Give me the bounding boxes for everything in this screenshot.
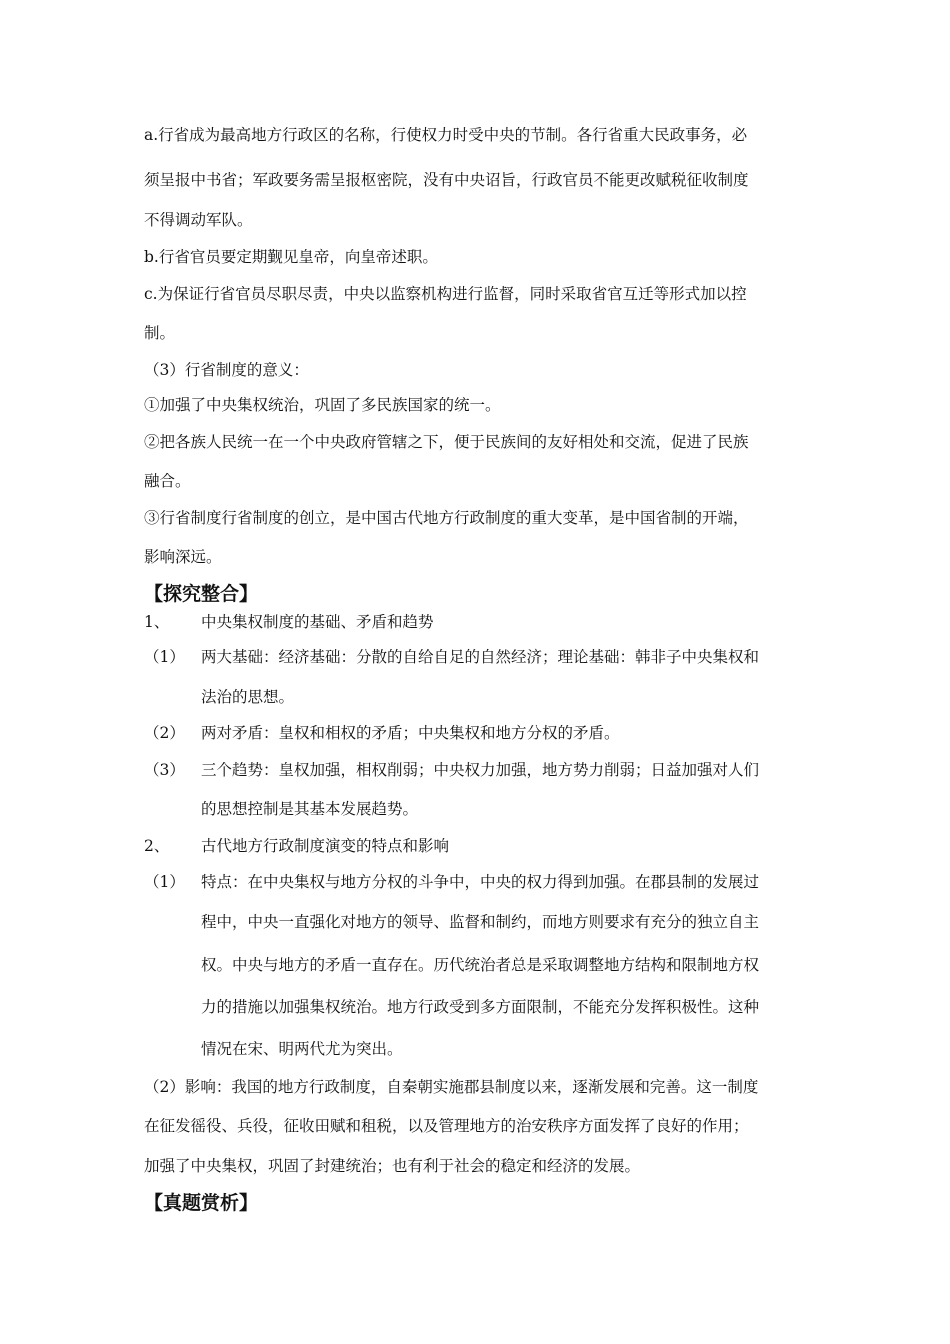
paragraph-c-line-2: 制。: [144, 324, 176, 342]
item-2-2-line-1: （2）影响：我国的地方行政制度，自秦朝实施郡县制度以来，逐渐发展和完善。这一制度: [144, 1078, 759, 1096]
paragraph-a-line-3: 不得调动军队。: [144, 211, 253, 229]
item-2-text: 古代地方行政制度演变的特点和影响: [201, 837, 450, 855]
item-2-2-line-2: 在征发徭役、兵役，征收田赋和租税，以及管理地方的治安秩序方面发挥了良好的作用；: [144, 1117, 749, 1135]
item-1-number: 1、: [144, 613, 170, 631]
significance-3-line-2: 影响深远。: [144, 548, 222, 566]
item-2-1-line-3: 权。中央与地方的矛盾一直存在。历代统治者总是采取调整地方结构和限制地方权: [201, 956, 760, 974]
item-2-number: 2、: [144, 837, 170, 855]
item-2-1-line-1: 特点：在中央集权与地方分权的斗争中，中央的权力得到加强。在郡县制的发展过: [201, 873, 760, 891]
item-1-3-line-2: 的思想控制是其基本发展趋势。: [201, 800, 419, 818]
item-1-1-number: （1）: [144, 648, 185, 666]
heading-explore: 【探究整合】: [144, 583, 259, 605]
item-2-1-line-2: 程中，中央一直强化对地方的领导、监督和制约，而地方则要求有充分的独立自主: [201, 913, 760, 931]
item-1-2-line-1: 两对矛盾：皇权和相权的矛盾；中央集权和地方分权的矛盾。: [201, 724, 620, 742]
significance-2-line-2: 融合。: [144, 472, 191, 490]
item-1-text: 中央集权制度的基础、矛盾和趋势: [201, 613, 434, 631]
item-2-1-line-5: 情况在宋、明两代尤为突出。: [201, 1040, 403, 1058]
paragraph-c-line-1: c.为保证行省官员尽职尽责，中央以监察机构进行监督，同时采取省官互迁等形式加以控: [144, 285, 747, 303]
significance-1: ①加强了中央集权统治，巩固了多民族国家的统一。: [144, 396, 501, 414]
item-1-3-line-1: 三个趋势：皇权加强，相权削弱；中央权力加强，地方势力削弱；日益加强对人们: [201, 761, 760, 779]
item-2-1-number: （1）: [144, 873, 185, 891]
item-2-1-line-4: 力的措施以加强集权统治。地方行政受到多方面限制，不能充分发挥积极性。这种: [201, 998, 760, 1016]
paragraph-a-line-2: 须呈报中书省；军政要务需呈报枢密院，没有中央诏旨，行政官员不能更改赋税征收制度: [144, 171, 749, 189]
significance-2-line-1: ②把各族人民统一在一个中央政府管辖之下，便于民族间的友好相处和交流，促进了民族: [144, 433, 749, 451]
significance-title: （3）行省制度的意义：: [144, 361, 309, 379]
item-2-2-line-3: 加强了中央集权，巩固了封建统治；也有利于社会的稳定和经济的发展。: [144, 1157, 641, 1175]
item-1-3-number: （3）: [144, 761, 185, 779]
item-1-1-line-2: 法治的思想。: [201, 688, 295, 706]
item-1-2-number: （2）: [144, 724, 185, 742]
item-1-1-line-1: 两大基础：经济基础：分散的自给自足的自然经济；理论基础：韩非子中央集权和: [201, 648, 760, 666]
paragraph-b: b.行省官员要定期觐见皇帝，向皇帝述职。: [144, 248, 438, 266]
significance-3-line-1: ③行省制度行省制度的创立，是中国古代地方行政制度的重大变革，是中国省制的开端，: [144, 509, 749, 527]
paragraph-a-line-1: a.行省成为最高地方行政区的名称，行使权力时受中央的节制。各行省重大民政事务，必: [144, 126, 748, 144]
heading-exam: 【真题赏析】: [144, 1192, 259, 1214]
